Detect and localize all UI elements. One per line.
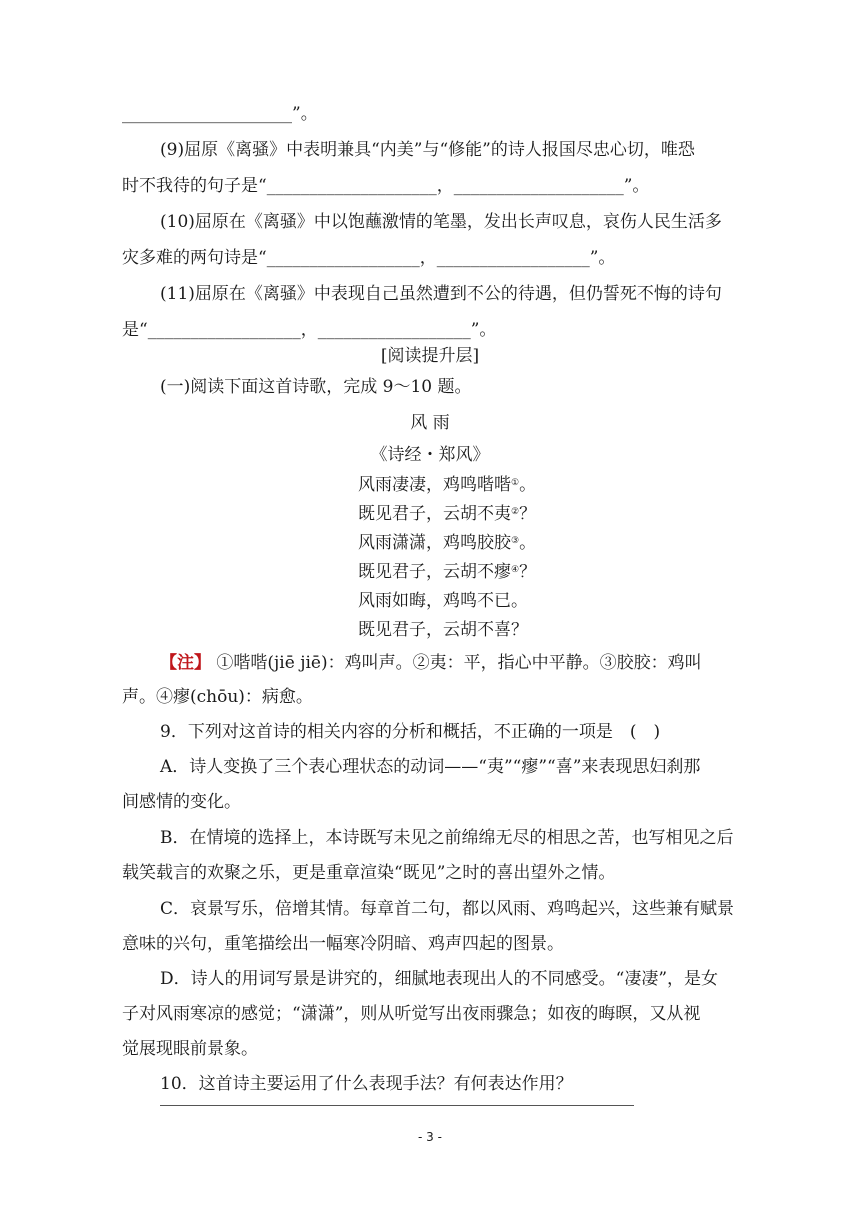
poem-title: 风 雨 [410, 413, 450, 433]
option-d-line1: D．诗人的用词写景是讲究的，细腻地表现出人的不同感受。“凄凄”，是女 [160, 969, 719, 989]
answer-line [160, 1105, 634, 1106]
poem-line: 既见君子，云胡不夷②？ [358, 504, 537, 524]
option-c-line1: C．哀景写乐，倍增其情。每章首二句，都以风雨、鸡鸣起兴，这些兼有赋景 [160, 899, 735, 919]
poem-source: 《诗经・郑风》 [370, 445, 490, 465]
page-number: - 3 - [418, 1130, 442, 1144]
q11-line1: (11)屈原在《离骚》中表现自己虽然遭到不公的待遇，但仍誓死不悔的诗句 [160, 284, 722, 304]
poem-line: 风雨如晦，鸡鸣不已。 [358, 591, 528, 611]
option-d-line3: 觉展现眼前景象。 [122, 1039, 258, 1059]
q10-line1: (10)屈原在《离骚》中以饱蘸激情的笔墨，发出长声叹息，哀伤人民生活多 [160, 212, 722, 232]
option-d-line2: 子对风雨寒凉的感觉；“潇潇”，则从听觉写出夜雨骤急；如夜的晦暝，又从视 [122, 1004, 701, 1024]
poem-line: 风雨潇潇，鸡鸣胶胶③。 [358, 533, 537, 553]
poem-line: 风雨凄凄，鸡鸣喈喈①。 [358, 475, 537, 495]
q9-line1: (9)屈原《离骚》中表明兼具“内美”与“修能”的诗人报国尽忠心切，唯恐 [160, 140, 695, 160]
poem-line: 既见君子，云胡不喜？ [358, 620, 528, 640]
option-a-line2: 间感情的变化。 [122, 792, 241, 812]
q9-stem: 9．下列对这首诗的相关内容的分析和概括，不正确的一项是 ( ) [160, 722, 661, 742]
q10-line2: 灾多难的两句诗是“__________________，__________________”。 [122, 248, 616, 268]
option-b-line2: 载笑载言的欢聚之乐，更是重章渲染“既见”之时的喜出望外之情。 [122, 863, 616, 883]
note-line1: 【注】 ①喈喈(jiē jiē)：鸡叫声。②夷：平，指心中平静。③胶胶：鸡叫 [160, 653, 702, 673]
note-tag: 【注】 [160, 653, 211, 673]
option-b-line1: B．在情境的选择上，本诗既写未见之前绵绵无尽的相思之苦，也写相见之后 [160, 828, 734, 848]
q11-line2: 是“__________________，__________________”。 [122, 320, 497, 340]
reading-intro: (一)阅读下面这首诗歌，完成 9～10 题。 [160, 377, 472, 397]
option-c-line2: 意味的兴句，重笔描绘出一幅寒冷阴暗、鸡声四起的图景。 [122, 934, 564, 954]
q10-stem: 10．这首诗主要运用了什么表现手法？有何表达作用？ [160, 1074, 573, 1094]
q8-answer-end: ____________________”。 [122, 104, 318, 124]
option-a-line1: A．诗人变换了三个表心理状态的动词——“夷”“瘳”“喜”来表现思妇刹那 [160, 757, 701, 777]
note-line2: 声。④瘳(chōu)：病愈。 [122, 687, 313, 707]
q9-line2: 时不我待的句子是“____________________，____________________”。 [122, 176, 650, 196]
poem-line: 既见君子，云胡不瘳④？ [358, 562, 537, 582]
section-title: [阅读提升层] [380, 346, 480, 366]
